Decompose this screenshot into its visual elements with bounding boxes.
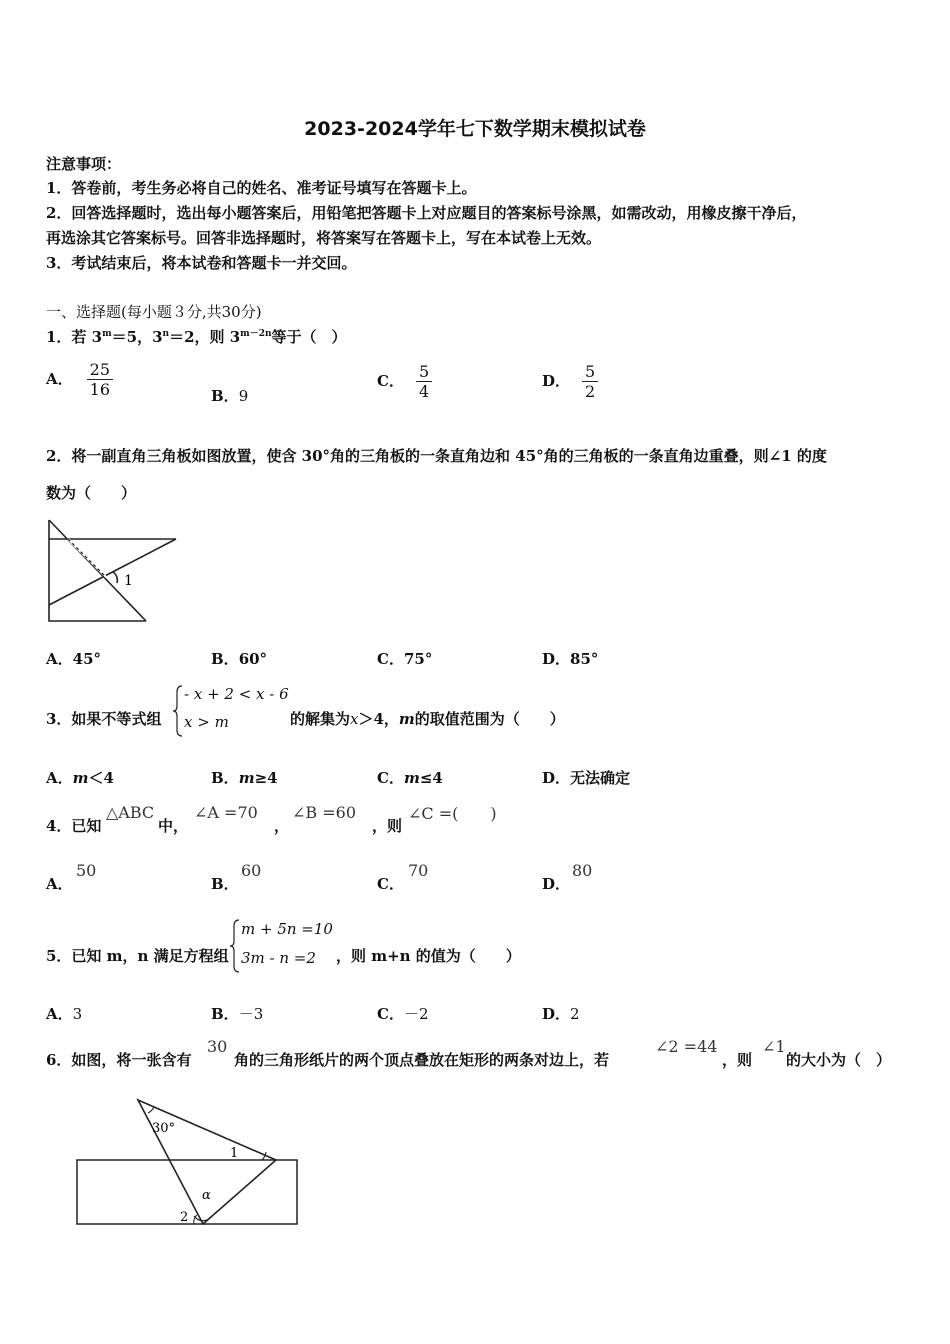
question-4-mid2: ，则 [372,817,403,835]
question-5-system-line2: 3m - n =2 [241,949,316,967]
notice-item: 再选涂其它答案标号。回答非选择题时，将答案写在答题卡上，写在本试卷上无效。 [46,229,602,247]
question-5-option-b[interactable]: B．－3 [211,1005,264,1023]
question-4-option-b-value: 60 [241,861,262,880]
question-1-option-b[interactable]: B．9 [211,387,249,405]
page-title: 2023-2024学年七下数学期末模拟试卷 [304,118,646,140]
question-6-mid2: ，则 [722,1051,753,1069]
question-3-option-d[interactable]: D．无法确定 [542,769,631,787]
question-1-option-c[interactable]: C． $\frac{5}{4}$ [377,362,432,401]
question-4-option-a[interactable]: A． [46,875,73,893]
question-6-angle30: 30 [207,1037,228,1056]
angle-1-label: 1 [124,573,133,589]
section-heading: 一、选择题(每小题３分,共30分) [46,303,262,321]
question-5-option-c[interactable]: C．－2 [377,1005,429,1023]
question-2-figure [44,515,184,625]
question-4-angle-c: ∠C =( ) [408,804,497,823]
question-6-mid1: 角的三角形纸片的两个顶点叠放在矩形的两条对边上，若 [234,1051,610,1069]
question-4-prefix: 4．已知 [46,817,102,835]
question-5-option-d[interactable]: D．2 [542,1005,580,1023]
question-1-option-a[interactable]: A． $\frac{25}{16}$ [46,360,113,399]
triangle-30 [138,1100,276,1224]
label-30: 30° [152,1121,176,1136]
question-4-angle-b: ∠B =60 [292,803,357,822]
label-1: 1 [230,1146,239,1161]
question-6-angle2: ∠2 =44 [655,1037,718,1056]
question-3-option-c[interactable]: C．m≤4 [377,769,443,787]
notice-heading: 注意事项： [46,155,122,173]
label-2: 2 [180,1210,189,1225]
question-5-suffix: ，则 m+n 的值为（ ） [336,947,521,965]
question-3-option-a[interactable]: A．m＜4 [46,769,114,787]
set-square-45-hypotenuse [49,520,146,621]
question-2-option-d[interactable]: D．85° [542,650,599,668]
question-4-option-b[interactable]: B． [211,875,239,893]
notice-item: 3．考试结束后，将本试卷和答题卡一并交回。 [46,254,357,272]
question-5-prefix: 5．已知 m，n 满足方程组 [46,947,229,965]
question-2-option-c[interactable]: C．75° [377,650,433,668]
question-2-stem-cont: 数为（ ） [46,484,137,502]
label-alpha: α [202,1188,211,1203]
angle-30-arc [148,1107,154,1113]
question-5-system-line1: m + 5n =10 [241,920,333,938]
question-4-option-d[interactable]: D． [542,875,571,893]
angle-1-arc [113,572,117,583]
question-4-option-c-value: 70 [408,861,429,880]
question-4-mid1: 中， [158,817,189,835]
question-6-figure [70,1092,310,1232]
notice-item: 1．答卷前，考生务必将自己的姓名、准考证号填写在答题卡上。 [46,179,477,197]
question-1-option-d[interactable]: D． $\frac{5}{2}$ [542,362,598,401]
question-2-option-b[interactable]: B．60° [211,650,268,668]
question-5-option-a[interactable]: A．3 [46,1005,83,1023]
question-1-stem: 1．若 $3^m=5$，$3^n=2$，则 $3^{m-2n}$等于（ ） [46,328,347,346]
question-4-option-d-value: 80 [572,861,593,880]
question-6-prefix: 6．如图，将一张含有 [46,1051,192,1069]
question-2-option-a[interactable]: A．45° [46,650,102,668]
question-3-prefix: 3．如果不等式组 [46,710,162,728]
question-4-angle-a: ∠A =70 [194,803,258,822]
question-6-angle1: ∠1 [762,1037,786,1056]
question-5-brace [229,918,241,974]
question-3-suffix: 的解集为x＞4，m的取值范围为（ ） [290,710,565,728]
angle-alpha-arc [194,1216,212,1221]
question-4-triangle: △ABC [106,803,155,822]
notice-item: 2．回答选择题时，选出每小题答案后，用铅笔把答题卡上对应题目的答案标号涂黑，如需改动，用橡皮擦干净后， [46,204,807,222]
question-6-suffix: 的大小为（ ） [786,1051,892,1069]
question-3-brace [172,684,184,738]
question-4-option-c[interactable]: C． [377,875,404,893]
question-4-comma: ， [274,817,290,835]
set-square-30-hypotenuse [49,539,176,605]
question-3-option-b[interactable]: B．m≥4 [211,769,278,787]
question-4-option-a-value: 50 [76,861,97,880]
question-2-stem: 2．将一副直角三角板如图放置，使含 30°角的三角板的一条直角边和 45°角的三角板的一条直角边重叠，则∠1 的度 [46,447,827,465]
question-3-system-line2: x > m [184,713,229,731]
angle-1-arc [262,1152,266,1160]
question-3-system-line1: - x + 2 < x - 6 [184,685,289,703]
